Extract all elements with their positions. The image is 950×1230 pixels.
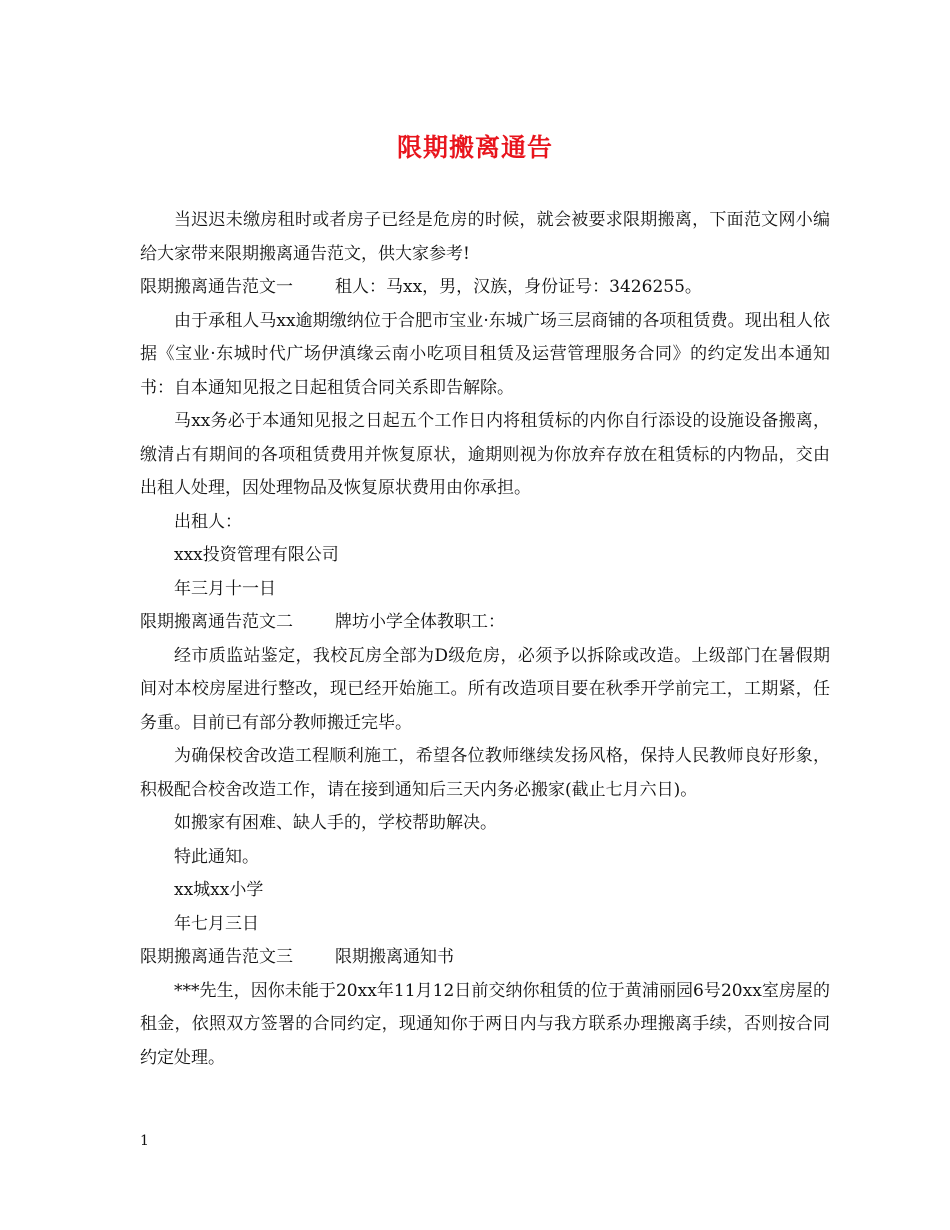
sample2-addressee: 牌坊小学全体教职工： — [335, 612, 505, 632]
sample1-paragraph2: 马xx务必于本通知见报之日起五个工作日内将租赁标的内你自行添设的设施设备搬离，缴清占有期间的各项租赁费用并恢复原状，逾期则视为你放弃存放在租赁标的内物品，交由出租人处理，因处理物品及恢复原状费用由你承担。 — [140, 411, 830, 498]
sample2-date: 年七月三日 — [174, 913, 259, 934]
sample2-closing: 特此通知。 — [174, 846, 259, 867]
sample2-heading: 限期搬离通告范文二 — [140, 612, 293, 632]
sample3-heading-line — [140, 941, 830, 975]
page-number: 1 — [140, 1133, 149, 1149]
sample2-paragraph1: 经市质监站鉴定，我校瓦房全部为D级危房，必须予以拆除或改造。上级部门在暑假期间对本校房屋进行整改，现已经开始施工。所有改造项目要在秋季开学前完工，工期紧，任务重。目前已有部分教师搬迁完毕。 — [140, 645, 830, 733]
sample1-company: xxx投资管理有限公司 — [174, 545, 339, 565]
document-body — [140, 204, 830, 1075]
document-title: 限期搬离通告 — [396, 133, 553, 162]
sample2-signature: xx城xx小学 — [174, 880, 264, 900]
sample1-date: 年三月十一日 — [174, 578, 276, 599]
sample1-heading: 限期搬离通告范文一 — [140, 277, 293, 297]
intro-paragraph: 当迟迟未缴房租时或者房子已经是危房的时候，就会被要求限期搬离，下面范文网小编给大家带来限期搬离通告范文，供大家参考! — [140, 210, 830, 264]
sample3-heading: 限期搬离通告范文三 — [140, 947, 293, 967]
sample1-tenant-line: 租人：马xx，男，汉族，身份证号：3426255。 — [335, 277, 702, 297]
sample1-lessor-label: 出租人： — [174, 511, 242, 532]
sample2-heading-line — [140, 606, 830, 640]
sample3-paragraph1: ***先生，因你未能于20xx年11月12日前交纳你租赁的位于黄浦丽园6号20xx室房屋的租金，依照双方签署的合同约定，现通知你于两日内与我方联系办理搬离手续，否则按合同约定处理。 — [140, 980, 830, 1068]
sample2-paragraph3: 如搬家有困难、缺人手的，学校帮助解决。 — [174, 813, 497, 833]
sample1-paragraph1: 由于承租人马xx逾期缴纳位于合肥市宝业·东城广场三层商铺的各项租赁费。现出租人依据《宝业·东城时代广场伊滇缘云南小吃项目租赁及运营管理服务合同》的约定发出本通知书：自本通知见报之日起租赁合同关系即告解除。 — [140, 310, 830, 398]
sample2-paragraph2: 为确保校舍改造工程顺利施工，希望各位教师继续发扬风格，保持人民教师良好形象，积极配合校舍改造工作，请在接到通知后三天内务必搬家(截止七月六日)。 — [140, 746, 830, 800]
sample3-subtitle: 限期搬离通知书 — [335, 947, 454, 967]
sample1-heading-line — [140, 271, 830, 305]
